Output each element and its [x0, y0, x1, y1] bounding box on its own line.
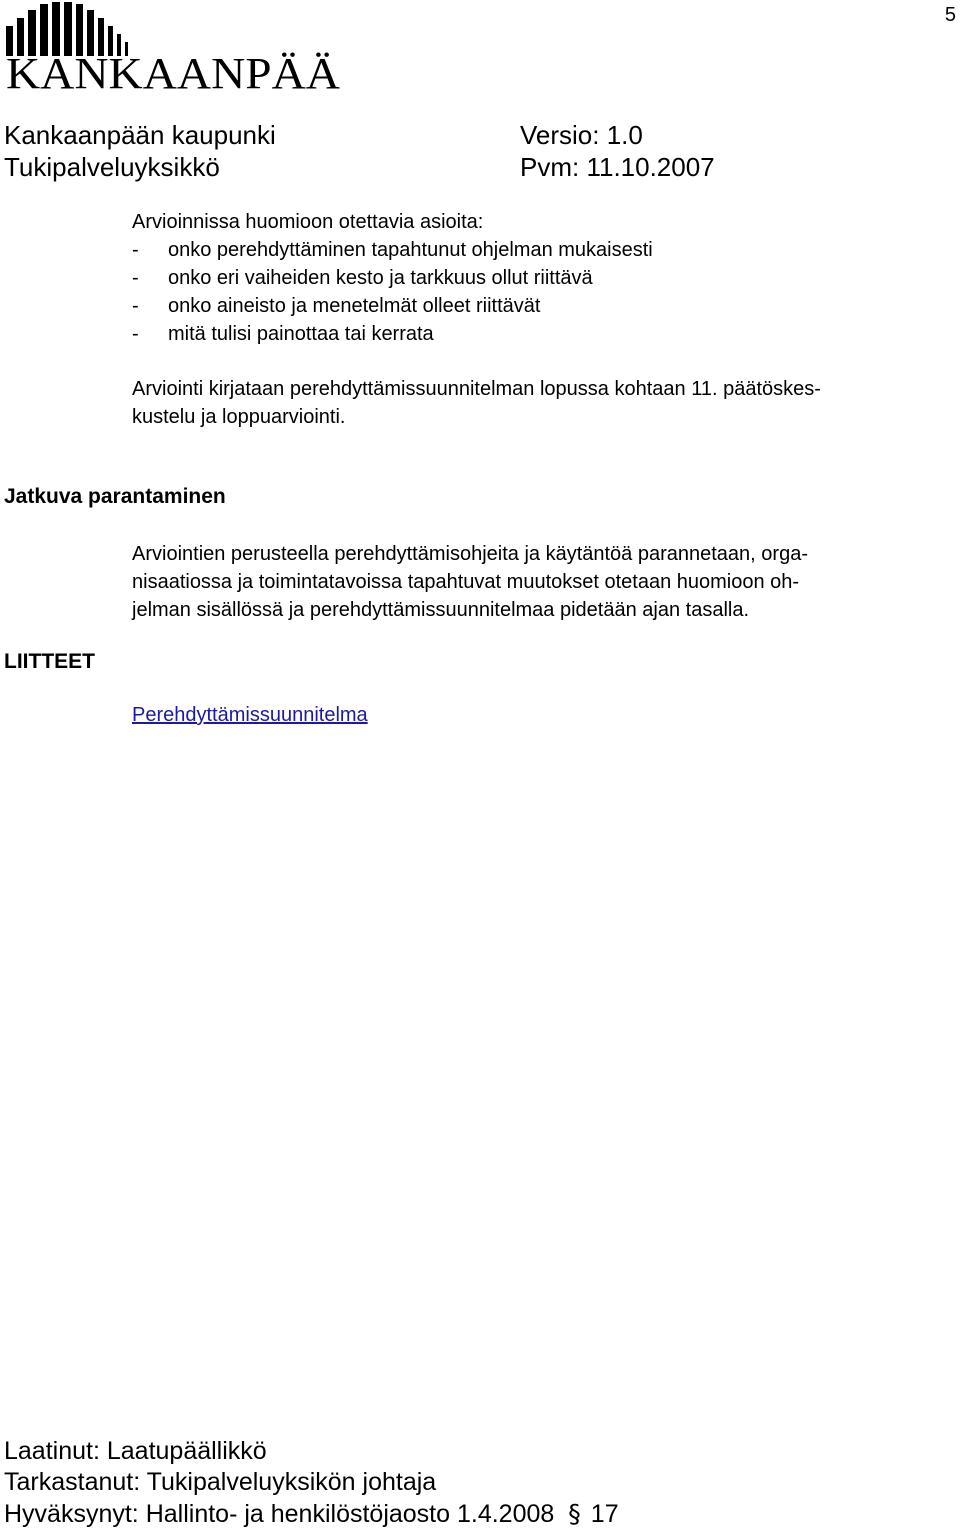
- list-item: [132, 236, 653, 264]
- city-logo: [4, 2, 342, 90]
- list-item-text: onko perehdyttäminen tapahtunut ohjelman mukaisesti: [168, 239, 653, 261]
- section-heading-continuous: Jatkuva parantaminen: [4, 485, 226, 508]
- footer-prepared: Laatinut: Laatupäällikkö: [4, 1437, 267, 1465]
- list-item: [132, 320, 653, 348]
- paragraph-line: jelman sisällössä ja perehdyttämissuunnitelmaa pidetään ajan tasalla.: [132, 599, 750, 621]
- footer-approved-line: [4, 1498, 619, 1530]
- paragraph-line: nisaatiossa ja toimintatavoissa tapahtuvat muutokset otetaan huomioon oh-: [132, 571, 800, 593]
- list-item: [132, 264, 653, 292]
- header-org: Kankaanpään kaupunki: [4, 120, 276, 150]
- header-version: Versio: 1.0: [520, 120, 643, 150]
- section-heading-attachments: LIITTEET: [4, 650, 95, 673]
- list-bullet: -: [132, 267, 139, 289]
- city-logo-icon: [4, 2, 342, 90]
- list-bullet: -: [132, 239, 139, 261]
- paragraph-line: Arviointien perusteella perehdyttämisohjeita ja käytäntöä parannetaan, orga-: [132, 543, 808, 565]
- page-number: 5: [944, 4, 956, 26]
- section-symbol: §: [568, 1499, 581, 1528]
- list-item-text: onko aineisto ja menetelmät olleet riittävät: [168, 295, 541, 317]
- list-bullet: -: [132, 323, 139, 345]
- evaluation-intro: Arvioinnissa huomioon otettavia asioita:: [132, 211, 484, 233]
- evaluation-note: [132, 375, 821, 431]
- list-bullet: -: [132, 295, 139, 317]
- continuous-paragraph: [132, 540, 808, 624]
- attachment-link[interactable]: Perehdyttämissuunnitelma: [132, 704, 368, 726]
- evaluation-list: [132, 236, 653, 348]
- list-item: [132, 292, 653, 320]
- list-item-text: mitä tulisi painottaa tai kerrata: [168, 323, 434, 345]
- evaluation-note-line: kustelu ja loppuarviointi.: [132, 406, 346, 428]
- logo-wordmark: KANKAANPÄÄ: [6, 49, 341, 90]
- evaluation-note-line: Arviointi kirjataan perehdyttämissuunnitelman lopussa kohtaan 11. päätöskes-: [132, 378, 821, 400]
- footer: [4, 1436, 619, 1530]
- evaluation-section: [132, 208, 653, 348]
- header-date: Pvm: 11.10.2007: [520, 152, 715, 182]
- header-unit: Tukipalveluyksikkö: [4, 152, 220, 182]
- footer-section-number: 17: [590, 1500, 619, 1528]
- list-item-text: onko eri vaiheiden kesto ja tarkkuus ollut riittävä: [168, 267, 593, 289]
- footer-reviewed: Tarkastanut: Tukipalveluyksikön johtaja: [4, 1468, 437, 1496]
- footer-approved: Hyväksynyt: Hallinto- ja henkilöstöjaosto 1.4.2008: [4, 1500, 555, 1528]
